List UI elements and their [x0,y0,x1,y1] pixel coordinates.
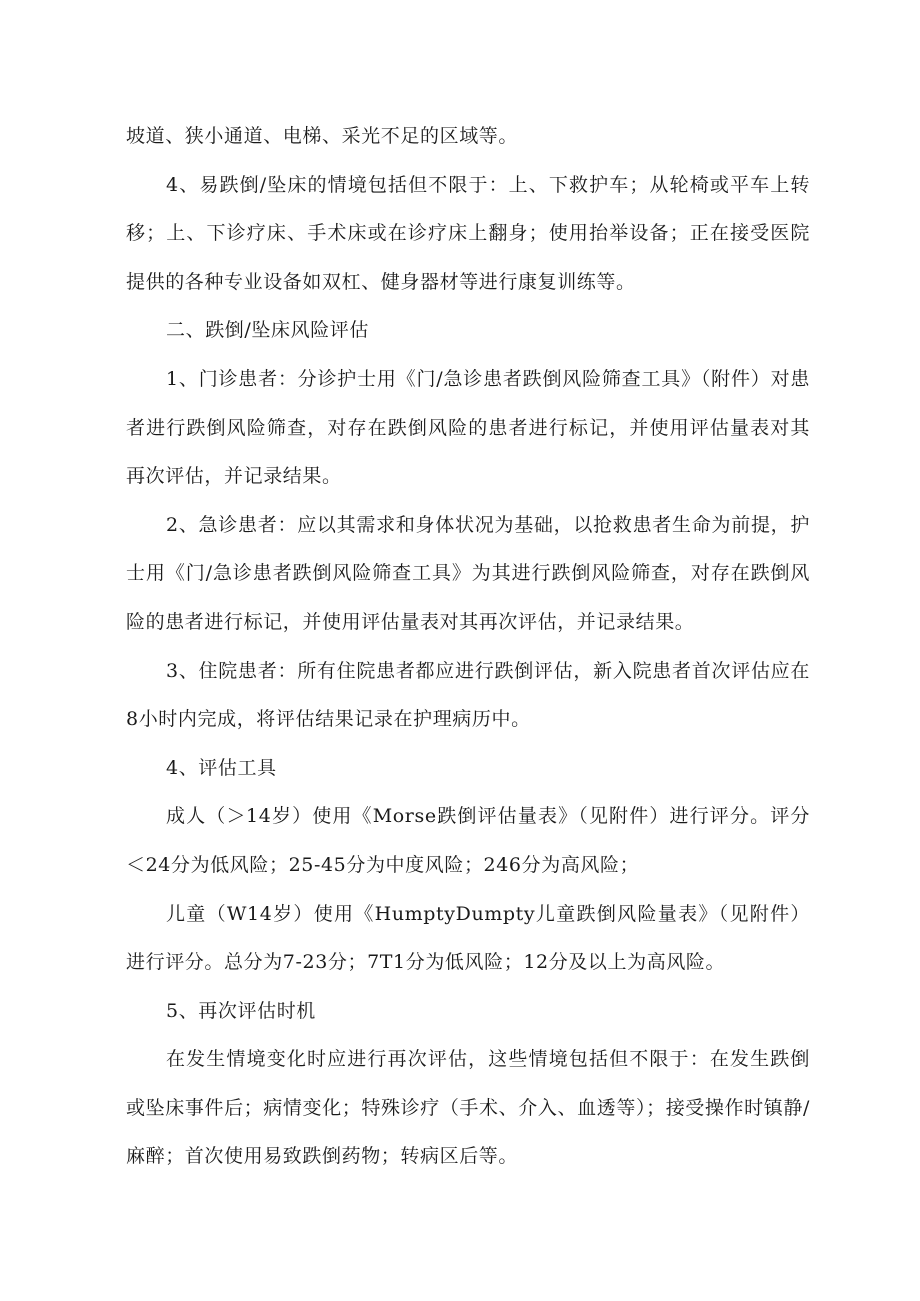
paragraph-reassessment-situations: 在发生情境变化时应进行再次评估，这些情境包括但不限于：在发生跌倒或坠床事件后；病情变化；特殊诊疗（手术、介入、血透等）；接受操作时镇静/麻醉；首次使用易致跌倒药物；转病区后等。 [126,1048,810,1168]
paragraph-adult-morse: 成人（＞14岁）使用《Morse跌倒评估量表》（见附件）进行评分。评分＜24分为低风险；25-45分为中度风险；246分为高风险； [126,805,810,876]
paragraph-child-humpty-dumpty: 儿童（W14岁）使用《HumptyDumpty儿童跌倒风险量表》（见附件）进行评分。总分为7-23分；7T1分为低风险；12分及以上为高风险。 [126,902,810,974]
paragraph-emergency: 2、急诊患者：应以其需求和身体状况为基础，以抢救患者生命为前提，护士用《门/急诊患者跌倒风险筛查工具》为其进行跌倒风险筛查，对存在跌倒风险的患者进行标记，并使用评估量表对其再次评估，并记录结果。 [126,513,810,633]
paragraph-continuation: 坡道、狭小通道、电梯、采光不足的区域等。 [126,125,519,147]
section-heading-risk-assessment: 二、跌倒/坠床风险评估 [166,319,370,342]
paragraph-fall-situations: 4、易跌倒/坠床的情境包括但不限于：上、下救护车；从轮椅或平车上转移；上、下诊疗床、手术床或在诊疗床上翻身；使用抬举设备；正在接受医院提供的各种专业设备如双杠、健身器材等进行康复训练等。 [126,173,810,293]
subheading-reassessment-timing: 5、再次评估时机 [166,999,316,1022]
document-body [126,112,810,1181]
subheading-assessment-tools: 4、评估工具 [166,756,277,779]
paragraph-outpatient: 1、门诊患者：分诊护士用《门/急诊患者跌倒风险筛查工具》（附件）对患者进行跌倒风险筛查，对存在跌倒风险的患者进行标记，并使用评估量表对其再次评估，并记录结果。 [126,367,810,488]
paragraph-inpatient: 3、住院患者：所有住院患者都应进行跌倒评估，新入院患者首次评估应在8小时内完成，将评估结果记录在护理病历中。 [126,659,810,731]
